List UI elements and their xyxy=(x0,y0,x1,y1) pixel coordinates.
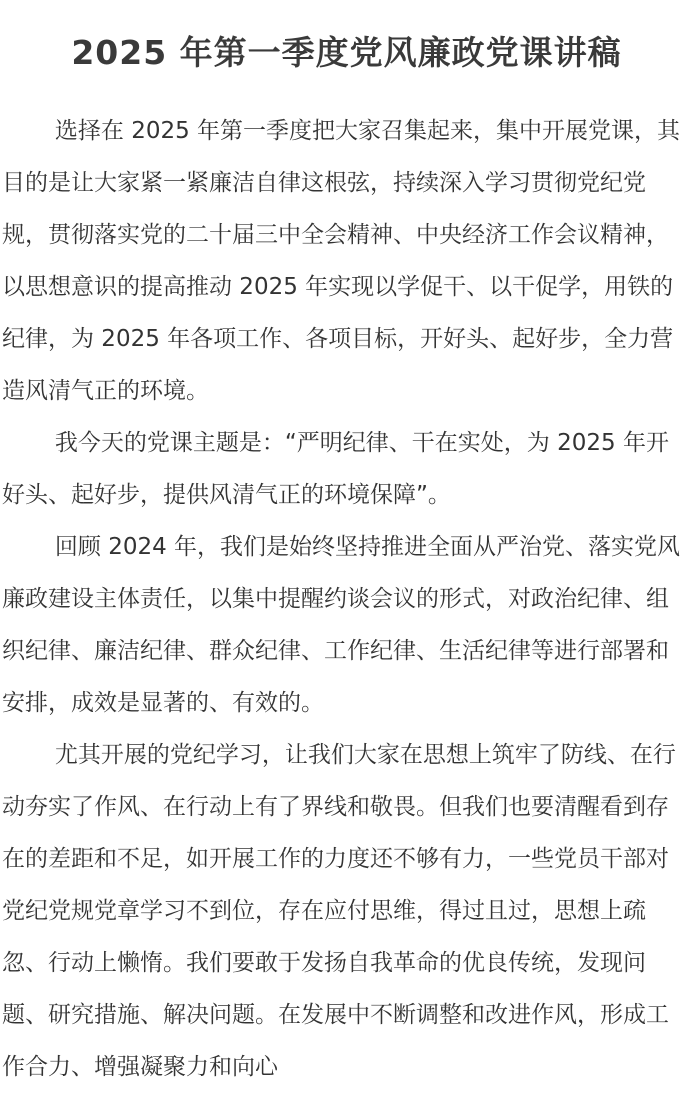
paragraph: 回顾 2024 年，我们是始终坚持推进全面从严治党、落实党风廉政建设主体责任，以集中提醒约谈会议的形式，对政治纪律、组织纪律、廉洁纪律、群众纪律、工作纪律、生活纪律等进行部署和安排，成效是显著的、有效的。 xyxy=(2,534,681,716)
document-body xyxy=(2,105,691,1093)
document-title: 2025 年第一季度党风廉政党课讲稿 xyxy=(71,33,622,72)
paragraph: 尤其开展的党纪学习，让我们大家在思想上筑牢了防线、在行动夯实了作风、在行动上有了界线和敬畏。但我们也要清醒看到存在的差距和不足，如开展工作的力度还不够有力，一些党员干部对党纪党规党章学习不到位，存在应付思维，得过且过，思想上疏忽、行动上懒惰。我们要敢于发扬自我革命的优良传统，发现问题、研究措施、解决问题。在发展中不断调整和改进作风，形成工作合力、增强凝聚力和向心 xyxy=(2,742,676,1080)
paragraph: 我今天的党课主题是：“严明纪律、干在实处，为 2025 年开好头、起好步，提供风清气正的环境保障”。 xyxy=(2,430,669,508)
paragraph: 选择在 2025 年第一季度把大家召集起来，集中开展党课，其目的是让大家紧一紧廉洁自律这根弦，持续深入学习贯彻党纪党规，贯彻落实党的二十届三中全会精神、中央经济工作会议精神，以思想意识的提高推动 2025 年实现以学促干、以干促学，用铁的纪律，为 2025 年各项工作、各项目标，开好头、起好步，全力营造风清气正的环境。 xyxy=(2,118,681,404)
